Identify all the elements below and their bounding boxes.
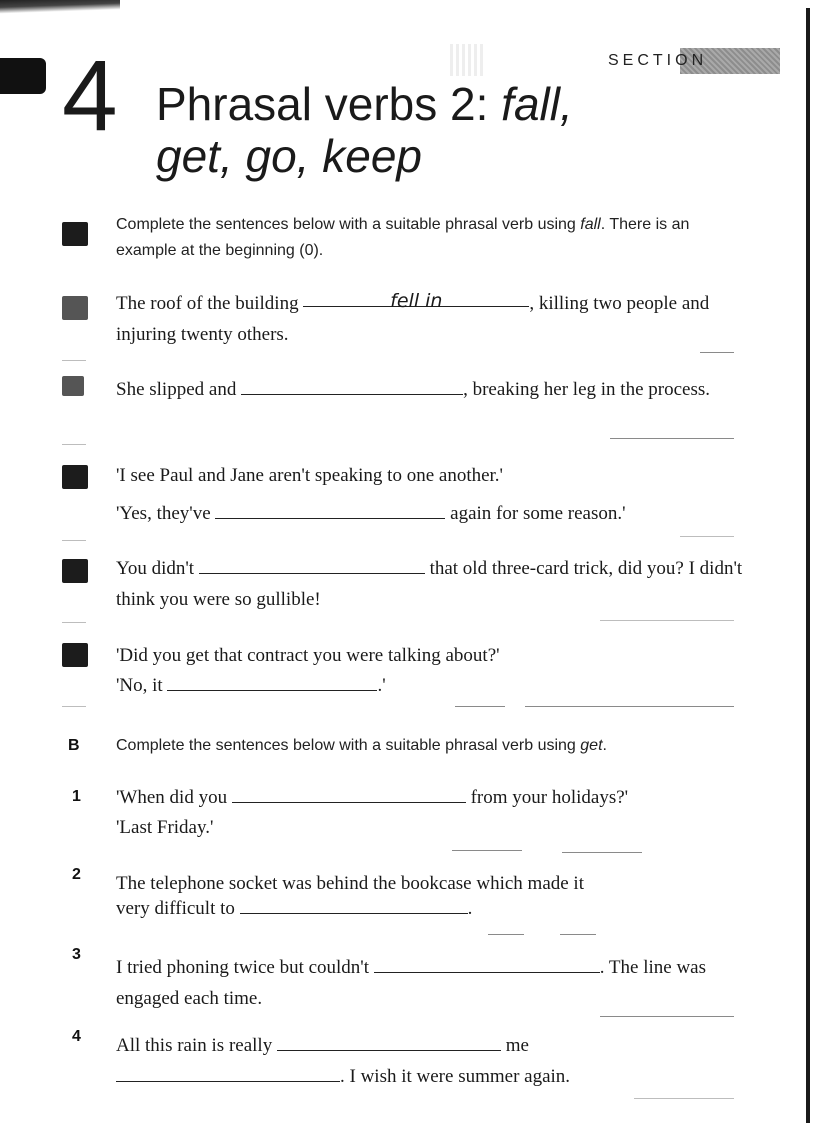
item-a1-blank[interactable] — [241, 376, 463, 395]
item-b3-blank[interactable] — [374, 954, 600, 973]
item-b2-number: 2 — [72, 866, 81, 883]
item-b4-number: 4 — [72, 1028, 81, 1045]
section-label: SECTION — [608, 52, 708, 69]
exercise-a-item-4-line1: 'Did you get that contract you were talking about?' — [116, 645, 500, 666]
item-b1-text2: from your holidays?' — [465, 787, 629, 808]
item-a3-text1: You didn't — [116, 558, 199, 579]
exercise-b-letter: B — [68, 737, 80, 754]
item-a2-blank[interactable] — [215, 500, 445, 519]
faint-line — [560, 934, 596, 935]
item-b3-text1: I tried phoning twice but couldn't — [116, 957, 374, 978]
faint-line — [488, 934, 524, 935]
exercise-a-instr-verb: fall — [580, 216, 601, 233]
item-a2-text2: again for some reason.' — [445, 503, 626, 524]
item-b4-text2: me — [500, 1035, 529, 1056]
item-a0-text2: , killing two people and injuring twenty others. — [116, 293, 710, 345]
title-part3: get, go, keep — [156, 130, 422, 182]
item-a0-answer: fell in — [390, 290, 443, 312]
item-a1-text1: She slipped and — [116, 379, 242, 400]
faint-line — [455, 706, 505, 707]
exercise-a-item-2-line1: 'I see Paul and Jane aren't speaking to one another.' — [116, 465, 503, 486]
exercise-b-item-3 — [116, 952, 756, 1014]
faint-line — [62, 444, 86, 445]
exercise-b-instr-part2: . — [602, 737, 607, 754]
item-a4-text1: 'No, it — [116, 675, 168, 696]
item-b2-text1: very difficult to — [116, 898, 240, 919]
faint-line — [634, 1098, 734, 1099]
exercise-a-instr-part1: Complete the sentences below with a suitable phrasal verb using — [116, 216, 581, 233]
faint-line — [700, 352, 734, 353]
item-b2-blank[interactable] — [240, 895, 468, 914]
chapter-tab-mark — [0, 58, 46, 94]
item-b2-text2: . — [467, 898, 473, 919]
faint-line — [562, 852, 642, 853]
item-a2-marker — [62, 465, 88, 489]
item-a0-blank[interactable] — [303, 288, 529, 312]
chapter-number: 4 — [62, 40, 118, 152]
faint-line — [525, 706, 734, 707]
exercise-a-instructions — [116, 212, 746, 264]
page-edge-rule — [806, 8, 810, 1123]
item-a4-blank[interactable] — [167, 672, 377, 691]
exercise-b-item-4 — [116, 1030, 756, 1092]
item-b3-text2: . The line was engaged each time. — [116, 957, 707, 1009]
item-a2-text1: 'Yes, they've — [116, 503, 216, 524]
faint-line — [452, 850, 522, 851]
exercise-a-item-1 — [116, 374, 756, 405]
item-b4-text3: . I wish it were summer again. — [340, 1066, 571, 1087]
item-b3-number: 3 — [72, 946, 81, 963]
faint-line — [680, 536, 734, 537]
item-b1-number: 1 — [72, 788, 81, 805]
item-b4-blank2[interactable] — [116, 1063, 340, 1082]
item-a3-marker — [62, 559, 88, 583]
item-b4-text1: All this rain is really — [116, 1035, 277, 1056]
item-b1-text1: 'When did you — [116, 787, 232, 808]
item-b4-blank1[interactable] — [277, 1032, 501, 1051]
faint-line — [600, 1016, 734, 1017]
title-part2: fall, — [501, 78, 573, 130]
item-a3-blank[interactable] — [199, 555, 425, 574]
exercise-a-item-0 — [116, 288, 756, 350]
faint-line — [62, 622, 86, 623]
item-a4-text2: .' — [377, 675, 386, 696]
exercise-b-instructions — [116, 733, 746, 759]
faint-line — [62, 360, 86, 361]
exercise-a-item-4 — [116, 670, 756, 701]
item-a3-text2: that old three-card trick, did you? I didn't think you were so gullible! — [116, 558, 743, 610]
exercise-a-item-2 — [116, 498, 756, 529]
exercise-b-instr-verb: get — [580, 737, 603, 754]
page-title — [156, 78, 776, 182]
item-a1-marker — [62, 376, 84, 396]
exercise-a-item-3 — [116, 553, 756, 615]
exercise-a-instr-part2: . There is an example at the beginning (0). — [116, 216, 690, 259]
scan-noise — [450, 44, 484, 76]
exercise-b-item-2-line1: The telephone socket was behind the bookcase which made it — [116, 873, 584, 894]
title-part1: Phrasal verbs 2: — [156, 78, 502, 130]
scan-corner-mark — [0, 0, 120, 14]
faint-line — [610, 438, 734, 439]
item-a0-text1: The roof of the building — [116, 293, 304, 314]
faint-line — [62, 706, 86, 707]
faint-line — [62, 540, 86, 541]
item-a0-marker — [62, 296, 88, 320]
exercise-b-item-1-line2: 'Last Friday.' — [116, 817, 214, 838]
item-a1-text2: , breaking her leg in the process. — [463, 379, 710, 400]
faint-line — [600, 620, 734, 621]
item-b1-blank[interactable] — [232, 784, 466, 803]
exercise-b-item-2 — [116, 893, 756, 924]
exercise-a-marker — [62, 222, 88, 246]
exercise-b-instr-part1: Complete the sentences below with a suitable phrasal verb using — [116, 737, 581, 754]
exercise-b-item-1 — [116, 782, 756, 813]
item-a4-marker — [62, 643, 88, 667]
